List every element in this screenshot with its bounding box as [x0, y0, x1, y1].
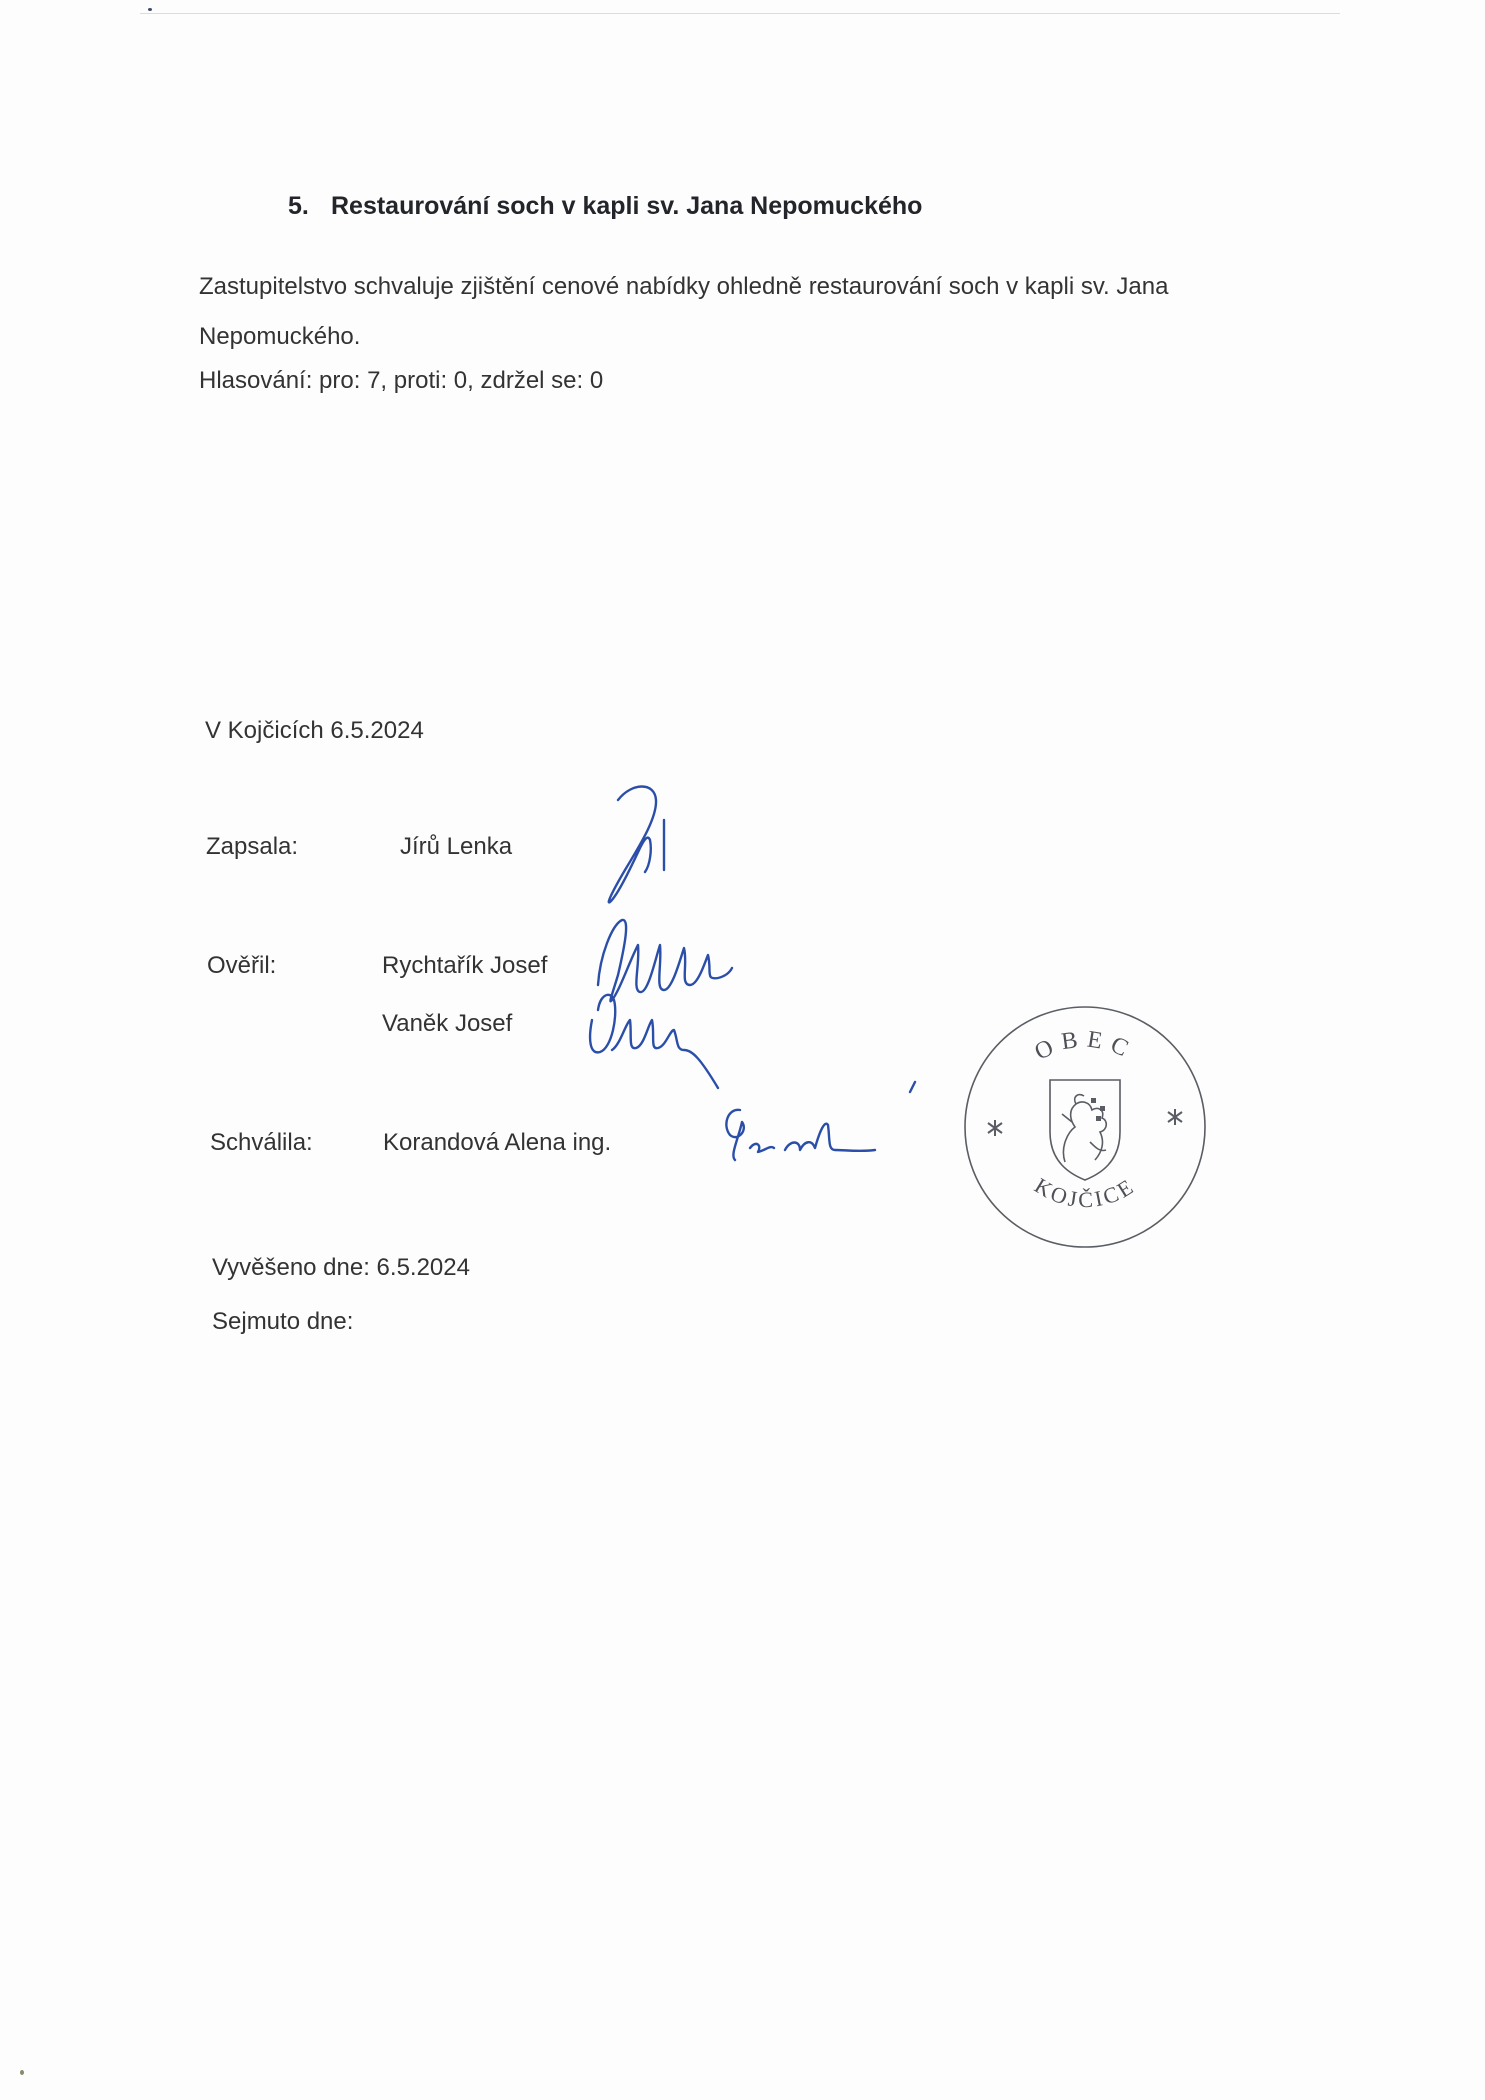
recorded-by-name: Jírů Lenka: [400, 833, 513, 860]
signature-jiru: [609, 787, 664, 903]
verified-by-label: Ověřil:: [207, 952, 277, 979]
recorded-by-label: Zapsala:: [206, 833, 299, 860]
signature-vanek: [590, 995, 718, 1088]
signature-rychtarik: [598, 920, 732, 1001]
removed-date: Sejmuto dne:: [212, 1308, 354, 1335]
stamp-bottom-text: KOJČICE: [1030, 1172, 1140, 1213]
scan-edge-line: [140, 13, 1340, 14]
stamp-top-text: OBEC: [1030, 1026, 1140, 1066]
stamp-shield: [1050, 1080, 1120, 1180]
approved-by-label: Schválila:: [210, 1129, 313, 1156]
svg-text:KOJČICE: [1030, 1173, 1140, 1213]
resolution-line-2: Nepomuckého.: [199, 323, 361, 350]
posted-date: Vyvěšeno dne: 6.5.2024: [212, 1254, 470, 1281]
svg-text:OBEC: [1031, 1026, 1140, 1065]
lion-icon: [1062, 1095, 1106, 1162]
stamp-star-right-icon: [1168, 1109, 1182, 1125]
municipal-stamp: [960, 1002, 1210, 1252]
signature-korandova: [726, 1082, 915, 1160]
section-title: Restaurování soch v kapli sv. Jana Nepomuckého: [331, 192, 923, 220]
section-heading: [288, 192, 922, 221]
resolution-line-1: Zastupitelstvo schvaluje zjištění cenové nabídky ohledně restaurování soch v kapli sv. Jana: [199, 273, 1169, 300]
scan-speck: [148, 8, 152, 11]
verified-by-name-2: Vaněk Josef: [382, 1010, 513, 1037]
verified-by-name-1: Rychtařík Josef: [382, 952, 548, 979]
section-number: 5.: [288, 192, 309, 220]
vote-result: Hlasování: pro: 7, proti: 0, zdržel se: 0: [199, 367, 604, 394]
stamp-star-left-icon: [988, 1120, 1002, 1136]
approved-by-name: Korandová Alena ing.: [383, 1129, 612, 1156]
place-and-date: V Kojčicích 6.5.2024: [205, 717, 424, 744]
resolution-text: [199, 262, 1319, 362]
scan-speck: [20, 2070, 24, 2075]
